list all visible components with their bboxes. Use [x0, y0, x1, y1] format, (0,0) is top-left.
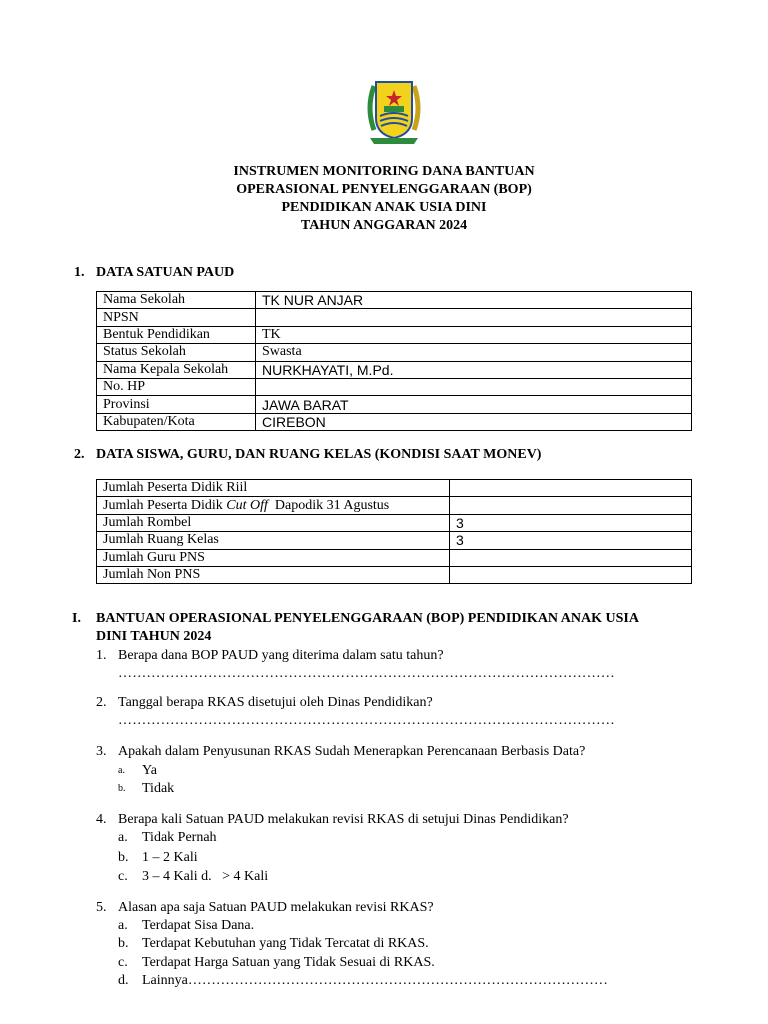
- question-1-answer-line: ……………………………………………………………………………………………: [118, 666, 615, 681]
- option-letter: a.: [118, 918, 128, 933]
- option-letter: b.: [118, 936, 129, 951]
- table-row: [97, 549, 692, 566]
- document-title-line-4: TAHUN ANGGARAN 2024: [300, 218, 468, 233]
- row-value: [450, 549, 692, 566]
- row-label-italic: Cut Off: [226, 497, 268, 513]
- table-row: [97, 326, 692, 343]
- table-row: [97, 480, 692, 497]
- option-letter: a.: [118, 830, 128, 845]
- table-row: [97, 309, 692, 326]
- option-letter: c.: [118, 955, 128, 970]
- table-row: [97, 514, 692, 531]
- question-5-text: Alasan apa saja Satuan PAUD melakukan revisi RKAS?: [118, 900, 434, 915]
- option-text: 3 – 4 Kali d. > 4 Kali: [142, 869, 269, 884]
- row-value: [450, 480, 692, 497]
- question-4-number: 4.: [96, 812, 107, 827]
- row-label: Jumlah Peserta Didik Riil: [97, 480, 450, 497]
- row-label: NPSN: [97, 309, 256, 326]
- question-2-number: 2.: [96, 695, 107, 710]
- cirebon-regency-emblem-icon: [366, 72, 422, 148]
- table-row: [97, 344, 692, 361]
- question-5-number: 5.: [96, 900, 107, 915]
- row-value: 3: [450, 532, 692, 549]
- row-value: Swasta: [256, 344, 692, 361]
- row-value: [450, 566, 692, 583]
- question-3-text: Apakah dalam Penyusunan RKAS Sudah Menerapkan Perencanaan Berbasis Data?: [118, 744, 586, 759]
- table-row: [97, 361, 692, 378]
- row-label-part: Jumlah Peserta Didik: [103, 497, 227, 513]
- question-2-answer-line: ……………………………………………………………………………………………: [118, 713, 615, 728]
- row-label: Status Sekolah: [97, 344, 256, 361]
- question-4-text: Berapa kali Satuan PAUD melakukan revisi RKAS di setujui Dinas Pendidikan?: [118, 812, 569, 827]
- row-label: Jumlah Guru PNS: [97, 549, 450, 566]
- question-1-number: 1.: [96, 648, 107, 663]
- option-text: Terdapat Harga Satuan yang Tidak Sesuai di RKAS.: [142, 955, 435, 970]
- row-value: TK: [256, 326, 692, 343]
- row-label-part: Dapodik 31 Agustus: [267, 497, 390, 513]
- row-value: 3: [450, 514, 692, 531]
- section-1-number: 1.: [74, 265, 85, 280]
- option-letter: b.: [118, 783, 126, 794]
- document-title-line-3: PENDIDIKAN ANAK USIA DINI: [281, 200, 487, 215]
- section-I-heading-line-2: DINI TAHUN 2024: [96, 629, 212, 644]
- option-text: 1 – 2 Kali: [142, 850, 198, 865]
- section-I-heading-line-1: BANTUAN OPERASIONAL PENYELENGGARAAN (BOP) PENDIDIKAN ANAK USIA: [96, 611, 639, 626]
- row-label: Kabupaten/Kota: [97, 413, 256, 430]
- option-text: Terdapat Sisa Dana.: [142, 918, 255, 933]
- option-text: Ya: [142, 763, 157, 778]
- option-letter: b.: [118, 850, 129, 865]
- table-row: [97, 566, 692, 583]
- document-title-line-2: OPERASIONAL PENYELENGGARAAN (BOP): [236, 182, 532, 197]
- table-row: [97, 413, 692, 430]
- row-value: [450, 497, 692, 514]
- row-label: Nama Kepala Sekolah: [97, 361, 256, 378]
- row-label: Jumlah Rombel: [97, 514, 450, 531]
- section-1-heading: DATA SATUAN PAUD: [96, 265, 235, 280]
- row-value: JAWA BARAT: [256, 396, 692, 413]
- option-text: Tidak: [142, 781, 175, 796]
- question-3-number: 3.: [96, 744, 107, 759]
- school-data-table: [96, 291, 692, 431]
- option-letter: d.: [118, 973, 129, 988]
- option-letter: c.: [118, 869, 128, 884]
- row-label: No. HP: [97, 378, 256, 395]
- question-1-text: Berapa dana BOP PAUD yang diterima dalam satu tahun?: [118, 648, 444, 663]
- row-label: Jumlah Ruang Kelas: [97, 532, 450, 549]
- row-label: [97, 497, 450, 514]
- section-I-number: I.: [72, 611, 81, 626]
- row-value: TK NUR ANJAR: [256, 292, 692, 309]
- document-title-line-1: INSTRUMEN MONITORING DANA BANTUAN: [233, 164, 535, 179]
- option-text: Lainnya………………………………………………………………………………: [142, 973, 608, 988]
- row-value: [256, 378, 692, 395]
- row-value: NURKHAYATI, M.Pd.: [256, 361, 692, 378]
- row-label: Bentuk Pendidikan: [97, 326, 256, 343]
- question-2-text: Tanggal berapa RKAS disetujui oleh Dinas Pendidikan?: [118, 695, 433, 710]
- option-text: Terdapat Kebutuhan yang Tidak Tercatat di RKAS.: [142, 936, 429, 951]
- table-row: [97, 378, 692, 395]
- row-label: Nama Sekolah: [97, 292, 256, 309]
- row-label: Jumlah Non PNS: [97, 566, 450, 583]
- table-row: [97, 497, 692, 514]
- row-value: CIREBON: [256, 413, 692, 430]
- option-text: Tidak Pernah: [142, 830, 217, 845]
- option-letter: a.: [118, 765, 125, 776]
- section-2-number: 2.: [74, 447, 85, 462]
- row-label: Provinsi: [97, 396, 256, 413]
- row-value: [256, 309, 692, 326]
- section-2-heading: DATA SISWA, GURU, DAN RUANG KELAS (KONDISI SAAT MONEV): [96, 447, 542, 462]
- student-teacher-table: [96, 479, 692, 584]
- table-row: [97, 532, 692, 549]
- table-row: [97, 292, 692, 309]
- table-row: [97, 396, 692, 413]
